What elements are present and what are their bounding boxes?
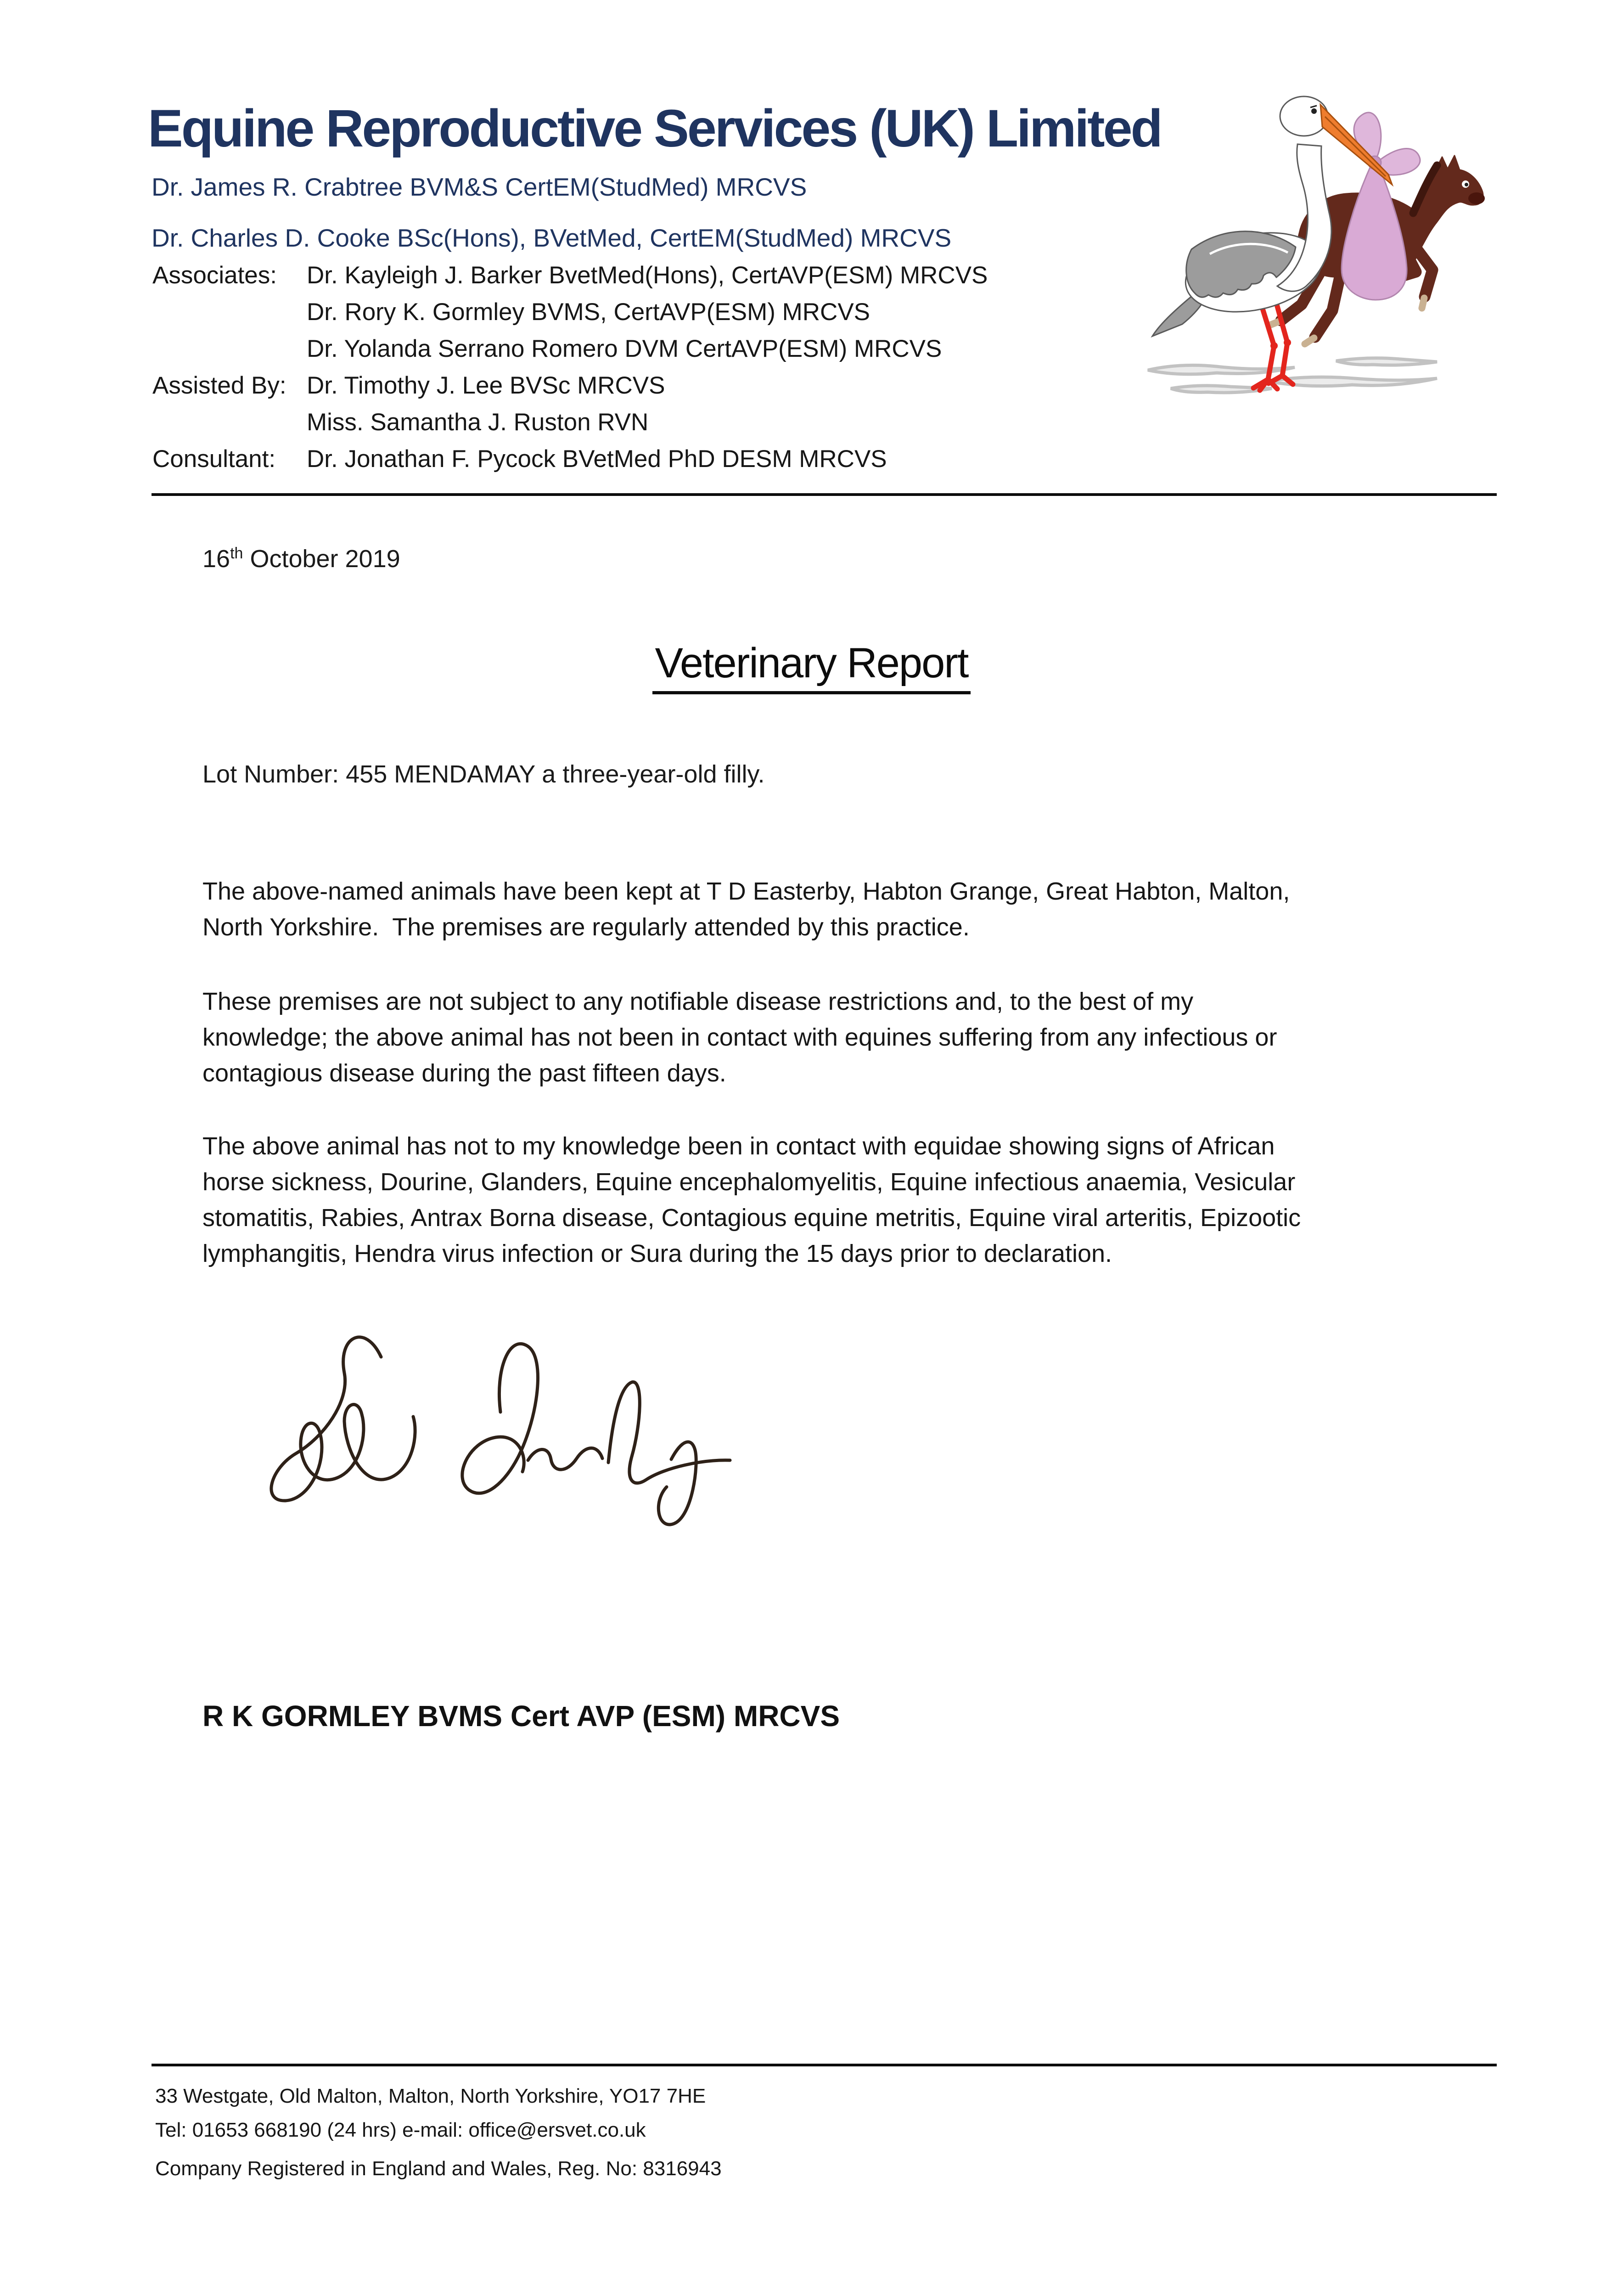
staff-role-label: Assisted By: xyxy=(152,372,286,399)
staff-name: Dr. Timothy J. Lee BVSc MRCVS xyxy=(307,372,665,399)
principal-vet-line: Dr. James R. Crabtree BVM&S CertEM(StudMed) MRCVS xyxy=(152,173,807,201)
footer-divider xyxy=(152,2064,1497,2066)
report-title: Veterinary Report xyxy=(652,639,971,694)
footer-address: 33 Westgate, Old Malton, Malton, North Yorkshire, YO17 7HE xyxy=(155,2085,706,2107)
staff-name: Dr. Rory K. Gormley BVMS, CertAVP(ESM) MRCVS xyxy=(307,298,870,326)
paragraph-disease-declaration xyxy=(202,1128,1301,1272)
staff-name: Dr. Yolanda Serrano Romero DVM CertAVP(ESM) MRCVS xyxy=(307,335,942,362)
company-name: Equine Reproductive Services (UK) Limited xyxy=(148,99,1161,158)
date-ordinal: th xyxy=(230,545,243,562)
paragraph-disease-restrictions xyxy=(202,984,1277,1091)
signature xyxy=(207,1304,758,1552)
paragraph-line: horse sickness, Dourine, Glanders, Equine encephalomyelitis, Equine infectious anaemia, Vesicular xyxy=(202,1168,1296,1196)
footer-contact-block xyxy=(155,2079,706,2147)
signature-image xyxy=(207,1304,758,1552)
paragraph-line: stomatitis, Rabies, Antrax Borna disease, Contagious equine metritis, Equine viral arteritis, Epizootic xyxy=(202,1204,1301,1232)
staff-role-label xyxy=(152,294,307,331)
staff-name: Miss. Samantha J. Ruston RVN xyxy=(307,409,649,436)
lot-number-line: Lot Number: 455 MENDAMAY a three-year-old filly. xyxy=(202,760,765,788)
paragraph-line: North Yorkshire. The premises are regularly attended by this practice. xyxy=(202,913,970,941)
footer-contact: Tel: 01653 668190 (24 hrs) e-mail: office@ersvet.co.uk xyxy=(155,2119,646,2141)
paragraph-line: knowledge; the above animal has not been in contact with equines suffering from any infectious or xyxy=(202,1024,1277,1051)
paragraph-premises-kept xyxy=(202,873,1290,945)
company-logo xyxy=(1116,54,1538,403)
header-divider xyxy=(152,493,1497,496)
date-rest: October 2019 xyxy=(243,545,400,573)
date-day: 16 xyxy=(202,545,230,573)
paragraph-line: The above animal has not to my knowledge been in contact with equidae showing signs of African xyxy=(202,1132,1275,1160)
paragraph-line: lymphangitis, Hendra virus infection or Sura during the 15 days prior to declaration. xyxy=(202,1240,1112,1267)
report-title-row xyxy=(0,639,1623,694)
staff-list xyxy=(152,257,988,478)
principal-vets xyxy=(152,162,951,264)
footer-company-registration: Company Registered in England and Wales, Reg. No: 8316943 xyxy=(155,2157,722,2180)
principal-vet-line: Dr. Charles D. Cooke BSc(Hons), BVetMed, CertEM(StudMed) MRCVS xyxy=(152,224,952,252)
signer-name: R K GORMLEY BVMS Cert AVP (ESM) MRCVS xyxy=(202,1699,840,1733)
staff-role-label: Associates: xyxy=(152,262,277,289)
staff-name: Dr. Kayleigh J. Barker BvetMed(Hons), CertAVP(ESM) MRCVS xyxy=(307,262,988,289)
staff-name: Dr. Jonathan F. Pycock BVetMed PhD DESM MRCVS xyxy=(307,445,887,473)
paragraph-line: The above-named animals have been kept at T D Easterby, Habton Grange, Great Habton, Malton, xyxy=(202,878,1290,905)
staff-role-label xyxy=(152,404,307,441)
paragraph-line: contagious disease during the past fifteen days. xyxy=(202,1059,726,1087)
staff-role-label xyxy=(152,331,307,367)
letter-date xyxy=(202,545,400,573)
stork-and-foal-logo-icon xyxy=(1116,54,1538,403)
paragraph-line: These premises are not subject to any notifiable disease restrictions and, to the best of my xyxy=(202,988,1194,1015)
staff-role-label: Consultant: xyxy=(152,445,276,473)
